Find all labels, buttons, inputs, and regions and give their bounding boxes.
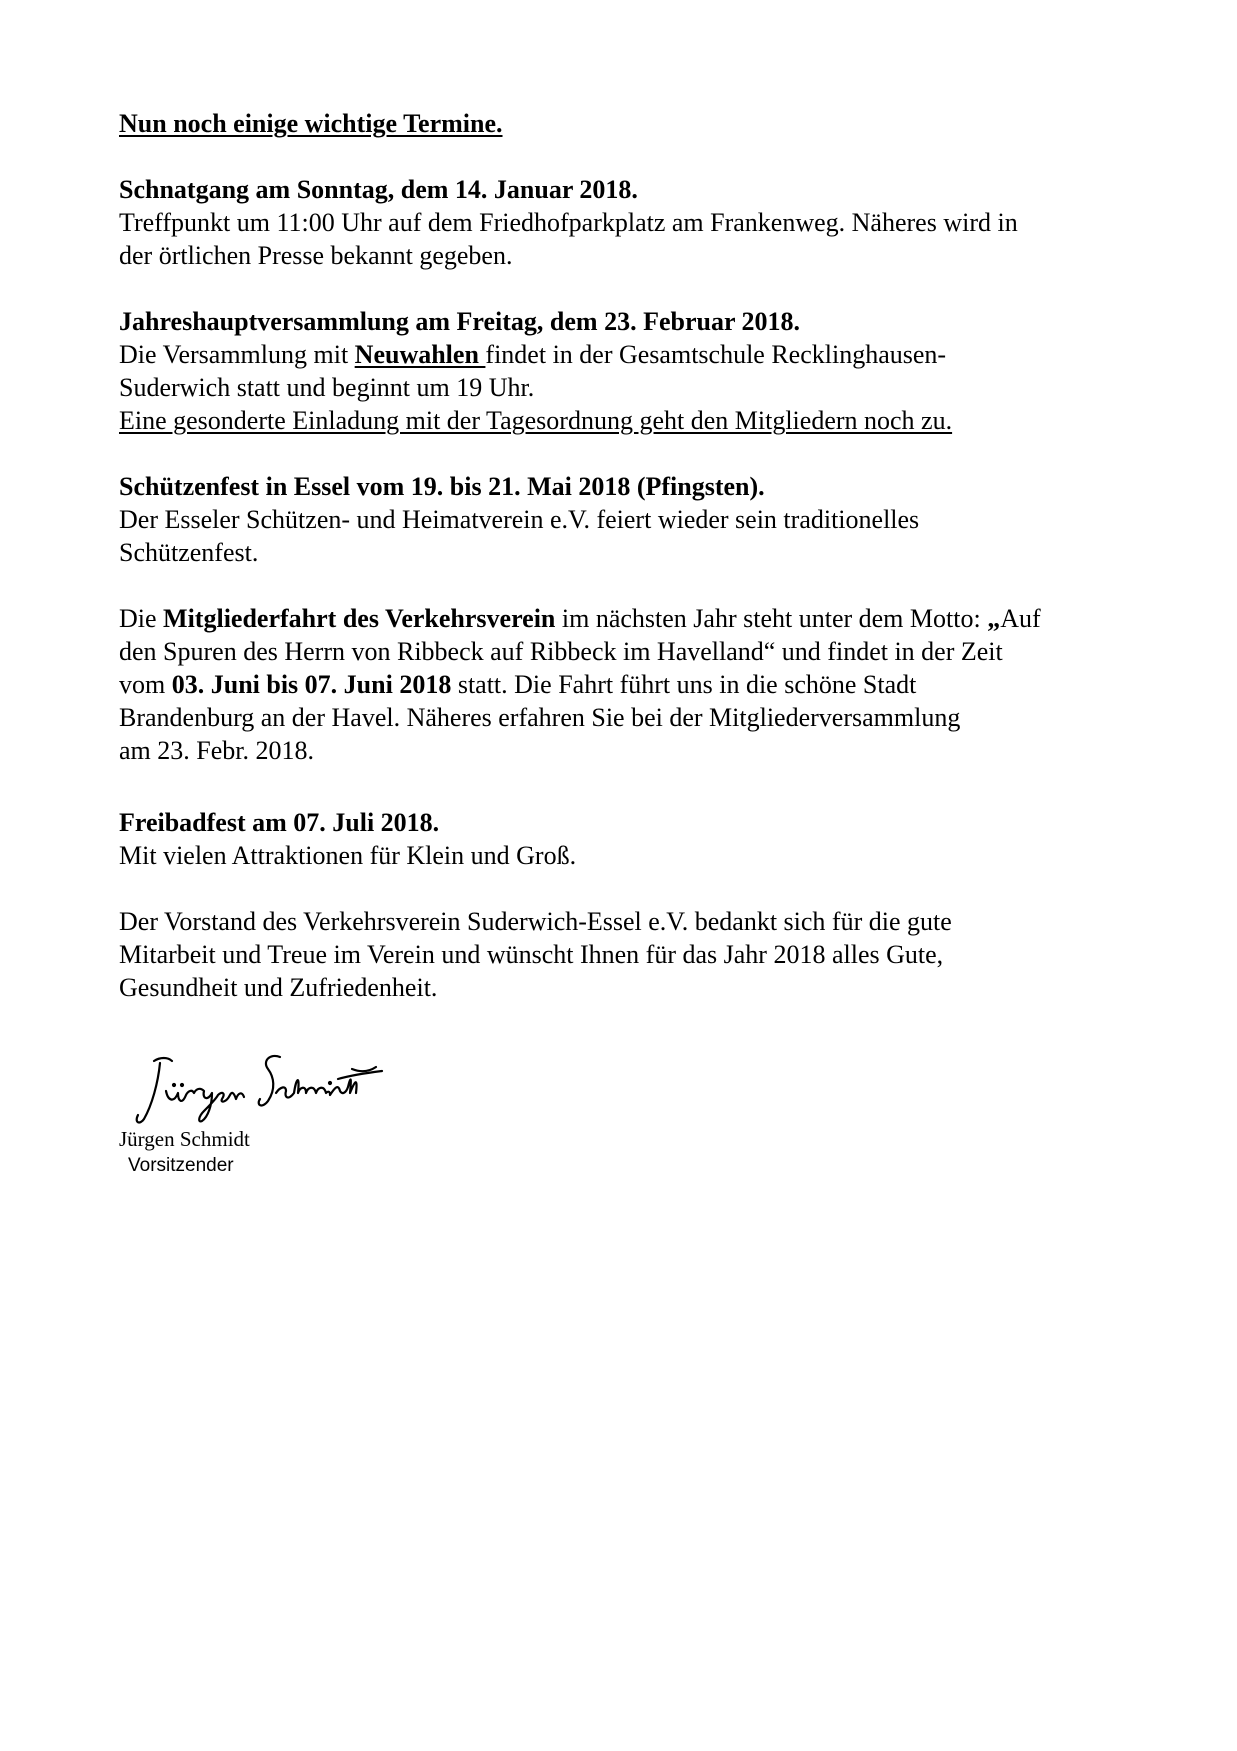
schnatgang-text-line-2: der örtlichen Presse bekannt gegeben. bbox=[119, 241, 513, 270]
handwritten-signature bbox=[130, 1043, 430, 1133]
schnatgang-title: Schnatgang am Sonntag, dem 14. Januar 2018. bbox=[119, 175, 638, 204]
trip-dates: 03. Juni bis 07. Juni 2018 bbox=[171, 670, 452, 699]
mitgliederfahrt-line-5: am 23. Febr. 2018. bbox=[119, 736, 314, 765]
jahreshaupt-text-line-1 bbox=[119, 338, 946, 371]
mitgliederfahrt-line-3 bbox=[119, 668, 916, 701]
mitgliederfahrt-3a: vom bbox=[119, 670, 172, 699]
mitgliederfahrt-1c: im nächsten Jahr steht unter dem Motto: bbox=[555, 604, 988, 633]
heading: Nun noch einige wichtige Termine. bbox=[119, 109, 503, 138]
mitgliederfahrt-emphasis: Mitgliederfahrt des Verkehrsverein bbox=[163, 604, 556, 633]
signatory-name: Jürgen Schmidt bbox=[119, 1127, 250, 1151]
jahreshaupt-text-line-2: Suderwich statt und beginnt um 19 Uhr. bbox=[119, 373, 535, 402]
jahreshaupt-text-1a: Die Versammlung mit bbox=[119, 340, 355, 369]
jahreshaupt-text-1c: findet in der Gesamtschule Recklinghausen- bbox=[485, 340, 947, 369]
mitgliederfahrt-line-1 bbox=[119, 602, 1041, 635]
freibadfest-title: Freibadfest am 07. Juli 2018. bbox=[119, 808, 440, 837]
signatory-role: Vorsitzender bbox=[128, 1155, 234, 1176]
jahreshaupt-invitation-note: Eine gesonderte Einladung mit der Tagesordnung geht den Mitgliedern noch zu. bbox=[119, 406, 953, 435]
schuetzenfest-title: Schützenfest in Essel vom 19. bis 21. Mai 2018 (Pfingsten). bbox=[119, 472, 765, 501]
opening-quote: „ bbox=[987, 604, 1001, 633]
schnatgang-text-line-1: Treffpunkt um 11:00 Uhr auf dem Friedhofparkplatz am Frankenweg. Näheres wird in bbox=[119, 208, 1018, 237]
mitgliederfahrt-3c: statt. Die Fahrt führt uns in die schöne Stadt bbox=[451, 670, 917, 699]
closing-line-3: Gesundheit und Zufriedenheit. bbox=[119, 973, 438, 1002]
neuwahlen-emphasis: Neuwahlen bbox=[354, 340, 486, 369]
closing-line-2: Mitarbeit und Treue im Verein und wünscht Ihnen für das Jahr 2018 alles Gute, bbox=[119, 940, 944, 969]
schuetzenfest-text-line-2: Schützenfest. bbox=[119, 538, 259, 567]
schuetzenfest-text-line-1: Der Esseler Schützen- und Heimatverein e.V. feiert wieder sein traditionelles bbox=[119, 505, 920, 534]
closing-line-1: Der Vorstand des Verkehrsverein Suderwich-Essel e.V. bedankt sich für die gute bbox=[119, 907, 952, 936]
mitgliederfahrt-line-4: Brandenburg an der Havel. Näheres erfahren Sie bei der Mitgliederversammlung bbox=[119, 703, 961, 732]
jahreshaupt-title: Jahreshauptversammlung am Freitag, dem 23. Februar 2018. bbox=[119, 307, 801, 336]
mitgliederfahrt-1e: Auf bbox=[1000, 604, 1041, 633]
mitgliederfahrt-line-2: den Spuren des Herrn von Ribbeck auf Ribbeck im Havelland“ und findet in der Zeit bbox=[119, 637, 1003, 666]
freibadfest-text: Mit vielen Attraktionen für Klein und Groß. bbox=[119, 841, 577, 870]
mitgliederfahrt-1a: Die bbox=[119, 604, 164, 633]
